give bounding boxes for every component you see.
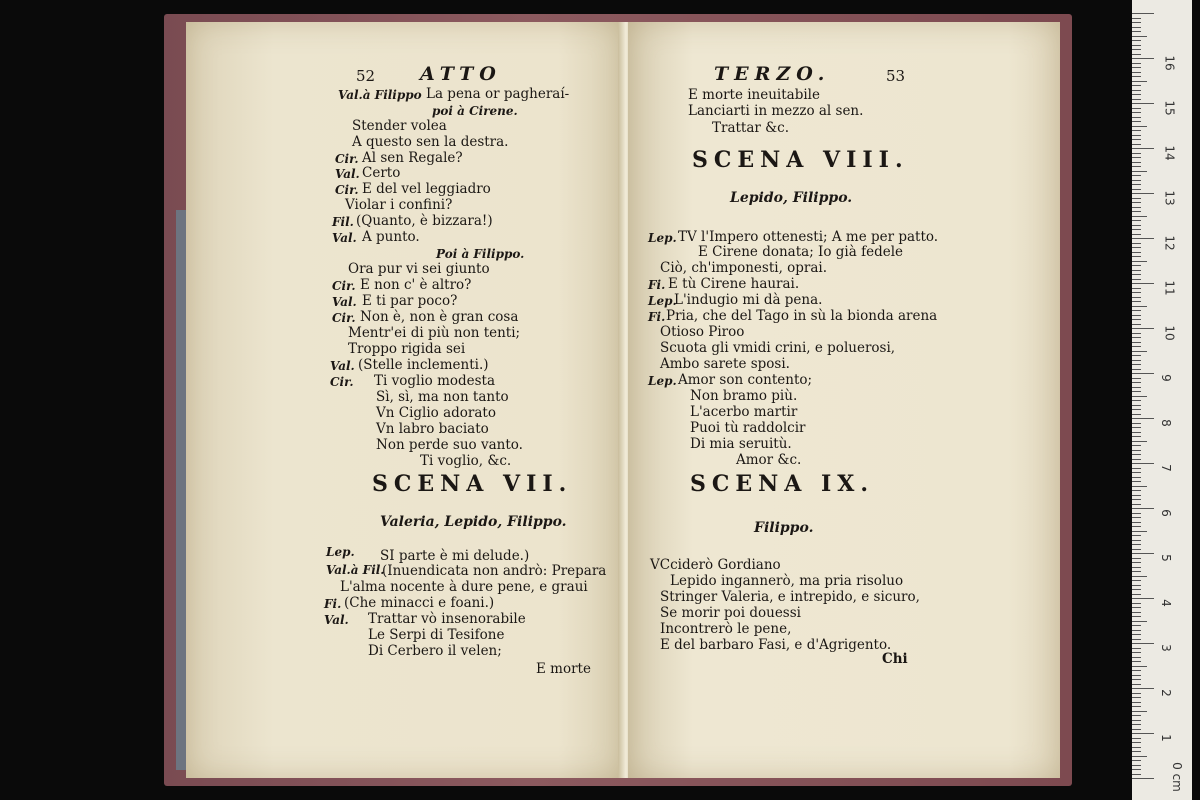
ruler-tick bbox=[1132, 166, 1141, 167]
speaker: Lep. bbox=[648, 294, 677, 308]
ruler-tick bbox=[1132, 481, 1141, 482]
ruler-tick bbox=[1132, 378, 1141, 379]
ruler-tick bbox=[1132, 621, 1147, 622]
ruler-tick bbox=[1132, 117, 1141, 118]
ruler-tick bbox=[1132, 364, 1141, 365]
ruler-tick bbox=[1132, 648, 1141, 649]
ruler-tick bbox=[1132, 445, 1141, 446]
ruler-tick bbox=[1132, 418, 1154, 419]
verse-line: A questo sen la destra. bbox=[352, 134, 509, 150]
ruler-number: 12 bbox=[1162, 235, 1177, 251]
ruler-tick bbox=[1132, 324, 1141, 325]
ruler-tick bbox=[1132, 427, 1141, 428]
verse-line: Amor son contento; bbox=[678, 372, 813, 388]
ruler-tick bbox=[1132, 45, 1141, 46]
ruler-tick bbox=[1132, 22, 1141, 23]
ruler-tick bbox=[1132, 760, 1141, 761]
ruler-tick bbox=[1132, 288, 1141, 289]
ruler-tick bbox=[1132, 756, 1147, 757]
ruler-tick bbox=[1132, 441, 1147, 442]
scene-title: SCENA VII. bbox=[372, 471, 573, 497]
running-head: TERZO. bbox=[714, 63, 831, 85]
ruler-tick bbox=[1132, 396, 1147, 397]
ruler-tick bbox=[1132, 72, 1141, 73]
ruler-tick bbox=[1132, 499, 1141, 500]
verse-line: Ambo sarete sposi. bbox=[660, 356, 790, 372]
ruler-tick bbox=[1132, 112, 1141, 113]
verse-line: Trattar vò insenorabile bbox=[368, 611, 526, 627]
scene-characters: Valeria, Lepido, Filippo. bbox=[380, 514, 567, 530]
verse-line: Incontrerò le pene, bbox=[660, 621, 792, 637]
verse-line: E del vel leggiadro bbox=[362, 181, 491, 197]
ruler-tick bbox=[1132, 612, 1141, 613]
ruler-tick bbox=[1132, 36, 1147, 37]
verse-line: Certo bbox=[362, 165, 401, 181]
ruler-tick bbox=[1132, 252, 1141, 253]
ruler-tick bbox=[1132, 342, 1141, 343]
verse-line: Violar i confini? bbox=[345, 197, 453, 213]
speaker: Val. bbox=[330, 359, 355, 373]
speaker: Fi. bbox=[324, 597, 342, 611]
page-number: 53 bbox=[886, 67, 906, 85]
ruler-tick bbox=[1132, 769, 1141, 770]
ruler-tick bbox=[1132, 67, 1141, 68]
speaker: Val.à Fil. bbox=[326, 563, 385, 577]
speaker: Val. bbox=[332, 295, 357, 309]
ruler-tick bbox=[1132, 544, 1141, 545]
ruler-number: 16 bbox=[1162, 55, 1177, 71]
ruler-tick bbox=[1132, 162, 1141, 163]
scene-characters: Lepido, Filippo. bbox=[730, 190, 853, 206]
ruler-tick bbox=[1132, 54, 1141, 55]
ruler-tick bbox=[1132, 450, 1141, 451]
verse-line: Stringer Valeria, e intrepido, e sicuro, bbox=[660, 589, 920, 605]
speaker: Lep. bbox=[326, 545, 355, 559]
ruler-tick bbox=[1132, 607, 1141, 608]
ruler-tick bbox=[1132, 405, 1141, 406]
speaker: Val. bbox=[335, 167, 360, 181]
ruler-tick bbox=[1132, 603, 1141, 604]
ruler-tick bbox=[1132, 747, 1141, 748]
ruler-tick bbox=[1132, 558, 1141, 559]
page-number: 52 bbox=[356, 67, 376, 85]
ruler-tick bbox=[1132, 243, 1141, 244]
ruler-tick bbox=[1132, 715, 1141, 716]
ruler-tick bbox=[1132, 643, 1154, 644]
ruler-tick bbox=[1132, 135, 1141, 136]
speaker: Lep. bbox=[648, 231, 677, 245]
ruler-tick bbox=[1132, 99, 1141, 100]
ruler-tick bbox=[1132, 391, 1141, 392]
ruler-tick bbox=[1132, 337, 1141, 338]
verse-line: La pena or pagheraí- bbox=[426, 86, 570, 102]
ruler-tick bbox=[1132, 562, 1141, 563]
ruler-tick bbox=[1132, 297, 1141, 298]
speaker: Cir. bbox=[332, 311, 356, 325]
ruler-tick bbox=[1132, 436, 1141, 437]
scene-title: SCENA VIII. bbox=[692, 147, 909, 173]
ruler-tick bbox=[1132, 598, 1154, 599]
ruler-number: 11 bbox=[1162, 280, 1177, 296]
ruler-tick bbox=[1132, 472, 1141, 473]
ruler-tick bbox=[1132, 94, 1141, 95]
ruler-tick bbox=[1132, 261, 1147, 262]
ruler-tick bbox=[1132, 711, 1147, 712]
ruler-tick bbox=[1132, 553, 1154, 554]
ruler-tick bbox=[1132, 202, 1141, 203]
ruler-tick bbox=[1132, 486, 1147, 487]
ruler-tick bbox=[1132, 778, 1154, 779]
speaker: Cir. bbox=[330, 375, 354, 389]
ruler-tick bbox=[1132, 594, 1141, 595]
verse-line: E morte ineuitabile bbox=[688, 87, 820, 103]
verse-line: Di mia seruitù. bbox=[690, 436, 792, 452]
ruler-tick bbox=[1132, 679, 1141, 680]
ruler-number: 4 bbox=[1158, 599, 1173, 607]
verse-line: E non c' è altro? bbox=[360, 277, 472, 293]
verse-line: Scuota gli vmidi crini, e poluerosi, bbox=[660, 340, 896, 356]
ruler-tick bbox=[1132, 400, 1141, 401]
ruler-tick bbox=[1132, 175, 1141, 176]
ruler-tick bbox=[1132, 58, 1154, 59]
verse-line: Non bramo più. bbox=[690, 388, 798, 404]
verse-line: L'indugio mi dà pena. bbox=[674, 292, 823, 308]
ruler-tick bbox=[1132, 373, 1154, 374]
verse-line: Stender volea bbox=[352, 118, 447, 134]
ruler-tick bbox=[1132, 616, 1141, 617]
verse-line: Di Cerbero il velen; bbox=[368, 643, 502, 659]
ruler-tick bbox=[1132, 63, 1141, 64]
verse-line: E Cirene donata; Io già fedele bbox=[698, 244, 904, 260]
ruler-tick bbox=[1132, 121, 1141, 122]
ruler-tick bbox=[1132, 508, 1154, 509]
ruler-tick bbox=[1132, 382, 1141, 383]
ruler-tick bbox=[1132, 306, 1147, 307]
verse-line: Amor &c. bbox=[736, 452, 802, 468]
ruler-unit-label: 0 cm bbox=[1169, 762, 1184, 792]
verse-line: Vn Ciglio adorato bbox=[376, 405, 496, 421]
ruler-tick bbox=[1132, 625, 1141, 626]
ruler-tick bbox=[1132, 355, 1141, 356]
ruler-tick bbox=[1132, 265, 1141, 266]
verse-line: Non perde suo vanto. bbox=[376, 437, 523, 453]
verse-line: Lepido ingannerò, ma pria risoluo bbox=[670, 573, 904, 589]
verse-line: Lanciarti in mezzo al sen. bbox=[688, 103, 864, 119]
speaker: Val. bbox=[332, 231, 357, 245]
ruler-tick bbox=[1132, 315, 1141, 316]
speaker: Fi. bbox=[648, 310, 666, 324]
ruler-tick bbox=[1132, 108, 1141, 109]
ruler-tick bbox=[1132, 576, 1147, 577]
verse-line: (Quanto, è bizzara!) bbox=[356, 213, 493, 229]
verse-line: E tù Cirene haurai. bbox=[668, 276, 800, 292]
ruler-tick bbox=[1132, 589, 1141, 590]
ruler-tick bbox=[1132, 351, 1147, 352]
verse-line: Le Serpi di Tesifone bbox=[368, 627, 505, 643]
ruler-tick bbox=[1132, 697, 1141, 698]
ruler-tick bbox=[1132, 27, 1141, 28]
scene-characters: Filippo. bbox=[754, 520, 814, 536]
ruler-tick bbox=[1132, 310, 1141, 311]
ruler-tick bbox=[1132, 459, 1141, 460]
ruler-tick bbox=[1132, 81, 1147, 82]
ruler-tick bbox=[1132, 432, 1141, 433]
ruler-tick bbox=[1132, 738, 1141, 739]
speaker: Val. bbox=[324, 613, 349, 627]
verse-line: Ciò, ch'imponesti, oprai. bbox=[660, 260, 828, 276]
ruler-tick bbox=[1132, 657, 1141, 658]
speaker: Cir. bbox=[332, 279, 356, 293]
ruler-tick bbox=[1132, 279, 1141, 280]
ruler-tick bbox=[1132, 706, 1141, 707]
ruler-tick bbox=[1132, 504, 1141, 505]
speaker: Lep. bbox=[648, 374, 677, 388]
ruler-tick bbox=[1132, 211, 1141, 212]
ruler-tick bbox=[1132, 688, 1154, 689]
ruler-tick bbox=[1132, 103, 1154, 104]
ruler-number: 5 bbox=[1158, 554, 1173, 562]
ruler-tick bbox=[1132, 423, 1141, 424]
verse-line: A punto. bbox=[362, 229, 420, 245]
ruler-tick bbox=[1132, 130, 1141, 131]
ruler-tick bbox=[1132, 301, 1141, 302]
verse-line: SI parte è mi delude.) bbox=[380, 548, 530, 564]
stage-direction: poi à Cirene. bbox=[432, 104, 518, 118]
ruler-tick bbox=[1132, 292, 1141, 293]
ruler-tick bbox=[1132, 526, 1141, 527]
running-head: ATTO bbox=[420, 63, 502, 85]
ruler-tick bbox=[1132, 571, 1141, 572]
ruler-tick bbox=[1132, 666, 1147, 667]
ruler-tick bbox=[1132, 85, 1141, 86]
ruler-number: 3 bbox=[1158, 644, 1173, 652]
ruler-tick bbox=[1132, 184, 1141, 185]
verse-line: Puoi tù raddolcir bbox=[690, 420, 806, 436]
ruler-tick bbox=[1132, 193, 1154, 194]
speaker: Cir. bbox=[335, 152, 359, 166]
ruler-tick bbox=[1132, 454, 1141, 455]
verse-line: L'alma nocente à dure pene, e graui bbox=[340, 579, 588, 595]
verse-line: TV l'Impero ottenesti; A me per patto. bbox=[678, 229, 939, 245]
ruler-tick bbox=[1132, 270, 1141, 271]
ruler-tick bbox=[1132, 90, 1141, 91]
verse-line: Vn labro baciato bbox=[376, 421, 489, 437]
ruler-tick bbox=[1132, 630, 1141, 631]
verse-line: Al sen Regale? bbox=[362, 150, 463, 166]
ruler-tick bbox=[1132, 153, 1141, 154]
ruler-tick bbox=[1132, 670, 1141, 671]
speaker: Cir. bbox=[335, 183, 359, 197]
ruler-tick bbox=[1132, 220, 1141, 221]
ruler-number: 10 bbox=[1162, 325, 1177, 341]
verse-line: Pria, che del Tago in sù la bionda arena bbox=[666, 308, 938, 324]
ruler-number: 9 bbox=[1158, 374, 1173, 382]
ruler-tick bbox=[1132, 234, 1141, 235]
ruler-tick bbox=[1132, 144, 1141, 145]
verse-line: Otioso Piroo bbox=[660, 324, 745, 340]
verse-line: Ora pur vi sei giunto bbox=[348, 261, 490, 277]
verse-line: (Che minacci e foani.) bbox=[344, 595, 495, 611]
ruler-tick bbox=[1132, 76, 1141, 77]
verse-line: Mentr'ei di più non tenti; bbox=[348, 325, 521, 341]
ruler-tick bbox=[1132, 535, 1141, 536]
verse-line: VCciderò Gordiano bbox=[650, 557, 781, 573]
ruler-tick bbox=[1132, 229, 1141, 230]
verse-line: Ti voglio modesta bbox=[374, 373, 496, 389]
ruler-tick bbox=[1132, 238, 1154, 239]
ruler-tick bbox=[1132, 31, 1141, 32]
verse-line: (Inuendicata non andrò: Prepara bbox=[382, 563, 607, 579]
ruler-tick bbox=[1132, 189, 1141, 190]
ruler-number: 14 bbox=[1162, 145, 1177, 161]
ruler-tick bbox=[1132, 580, 1141, 581]
ruler-tick bbox=[1132, 634, 1141, 635]
ruler-tick bbox=[1132, 49, 1141, 50]
ruler-tick bbox=[1132, 387, 1141, 388]
catchword: E morte bbox=[536, 661, 591, 677]
ruler-tick bbox=[1132, 463, 1154, 464]
catchword: Chi bbox=[882, 651, 908, 667]
verse-line: Se morir poi douessi bbox=[660, 605, 801, 621]
ruler-tick bbox=[1132, 216, 1147, 217]
scene-title: SCENA IX. bbox=[690, 471, 875, 497]
ruler-number: 8 bbox=[1158, 419, 1173, 427]
ruler-tick bbox=[1132, 742, 1141, 743]
ruler-tick bbox=[1132, 477, 1141, 478]
ruler-tick bbox=[1132, 360, 1141, 361]
verse-line: Trattar &c. bbox=[712, 120, 790, 136]
ruler-tick bbox=[1132, 225, 1141, 226]
ruler-tick bbox=[1132, 531, 1147, 532]
ruler-tick bbox=[1132, 693, 1141, 694]
ruler-tick bbox=[1132, 513, 1141, 514]
ruler-number: 15 bbox=[1162, 100, 1177, 116]
ruler-number: 6 bbox=[1158, 509, 1173, 517]
ruler-tick bbox=[1132, 414, 1141, 415]
verse-line: Sì, sì, ma non tanto bbox=[376, 389, 509, 405]
ruler-number: 1 bbox=[1158, 734, 1173, 742]
ruler-tick bbox=[1132, 126, 1147, 127]
verse-line: L'acerbo martir bbox=[690, 404, 798, 420]
ruler-tick bbox=[1132, 661, 1141, 662]
ruler-tick bbox=[1132, 13, 1154, 14]
ruler-tick bbox=[1132, 328, 1154, 329]
speaker: Val.à Filippo bbox=[338, 88, 422, 102]
ruler-tick bbox=[1132, 733, 1154, 734]
verse-line: E ti par poco? bbox=[362, 293, 458, 309]
ruler-tick bbox=[1132, 333, 1141, 334]
ruler-tick bbox=[1132, 369, 1141, 370]
verse-line: Ti voglio, &c. bbox=[420, 453, 512, 469]
ruler-tick bbox=[1132, 409, 1141, 410]
ruler-tick bbox=[1132, 729, 1141, 730]
ruler-tick bbox=[1132, 567, 1141, 568]
ruler-tick bbox=[1132, 774, 1141, 775]
ruler-tick bbox=[1132, 18, 1141, 19]
ruler-tick bbox=[1132, 585, 1141, 586]
ruler-tick bbox=[1132, 346, 1141, 347]
ruler-tick bbox=[1132, 283, 1154, 284]
ruler-tick bbox=[1132, 157, 1141, 158]
ruler-tick bbox=[1132, 468, 1141, 469]
ruler-number: 2 bbox=[1158, 689, 1173, 697]
verse-line: Non è, non è gran cosa bbox=[360, 309, 519, 325]
ruler-tick bbox=[1132, 720, 1141, 721]
ruler-tick bbox=[1132, 549, 1141, 550]
ruler-tick bbox=[1132, 702, 1141, 703]
ruler-tick bbox=[1132, 495, 1141, 496]
verse-line: (Stelle inclementi.) bbox=[358, 357, 489, 373]
ruler-tick bbox=[1132, 724, 1141, 725]
ruler-number: 7 bbox=[1158, 464, 1173, 472]
ruler-tick bbox=[1132, 517, 1141, 518]
verse-line: Troppo rigida sei bbox=[348, 341, 466, 357]
ruler-tick bbox=[1132, 198, 1141, 199]
speaker: Fi. bbox=[648, 278, 666, 292]
ruler-tick bbox=[1132, 490, 1141, 491]
ruler-tick bbox=[1132, 652, 1141, 653]
ruler-tick bbox=[1132, 274, 1141, 275]
ruler-tick bbox=[1132, 256, 1141, 257]
stage-direction: Poi à Filippo. bbox=[436, 247, 525, 261]
ruler-tick bbox=[1132, 180, 1141, 181]
ruler-tick bbox=[1132, 139, 1141, 140]
ruler-number: 13 bbox=[1162, 190, 1177, 206]
ruler-tick bbox=[1132, 171, 1147, 172]
ruler-tick bbox=[1132, 247, 1141, 248]
ruler-tick bbox=[1132, 675, 1141, 676]
ruler-tick bbox=[1132, 639, 1141, 640]
speaker: Fil. bbox=[332, 215, 354, 229]
ruler-tick bbox=[1132, 765, 1141, 766]
ruler-tick bbox=[1132, 751, 1141, 752]
ruler-tick bbox=[1132, 684, 1141, 685]
ruler-tick bbox=[1132, 540, 1141, 541]
ruler-tick bbox=[1132, 319, 1141, 320]
measuring-ruler bbox=[1132, 0, 1192, 800]
verse-line: E del barbaro Fasi, e d'Agrigento. bbox=[660, 637, 892, 653]
ruler-tick bbox=[1132, 207, 1141, 208]
ruler-tick bbox=[1132, 40, 1141, 41]
ruler-tick bbox=[1132, 522, 1141, 523]
ruler-tick bbox=[1132, 148, 1154, 149]
